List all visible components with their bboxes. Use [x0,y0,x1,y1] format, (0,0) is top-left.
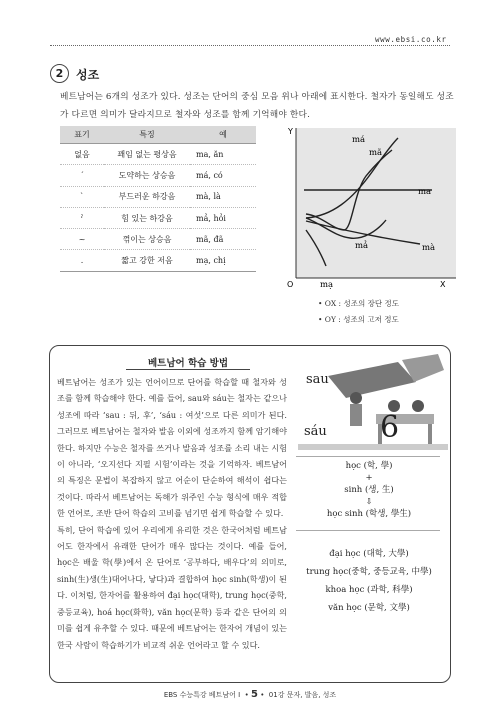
origin-label: O [287,280,294,289]
sino-examples-list [298,545,440,617]
teacher-body-icon [350,404,362,426]
tone-feature: 도약하는 상승음 [104,165,190,186]
tone-feature: 짧고 강한 저음 [104,250,190,271]
study-box-title: 베트남어 학습 방법 [147,358,229,369]
footer-chapter: 01강 문자, 발음, 성조 [268,691,337,699]
tone-example: mã, đã [190,229,256,250]
x-axis-label: X [440,280,446,289]
site-url: www.ebsi.co.kr [375,35,447,44]
table-row [60,186,256,207]
page-footer: EBS 수능특강 베트남어 I • 5 • 01강 문자, 발음, 성조 [163,689,337,700]
tone-example: mà, là [190,186,256,207]
tone-mark: ˊ [60,165,104,186]
curve-label: má [352,135,366,145]
section-number-badge: 2 [50,64,69,83]
study-box-body [57,374,287,653]
tone-mark: ˋ [60,186,104,207]
intro-paragraph: 베트남어는 6개의 성조가 있다. 성조는 단어의 중심 모음 위나 아래에 표시한다. 철자가 동일해도 성조가 다르면 의미가 달라지므로 철자와 성조를 함께 기억해야 한다. [60,92,454,120]
tone-mark: ~ [60,229,104,250]
sino-example: khoa học (과학, 科學) [325,585,413,595]
study-paragraph: 특히, 단어 학습에 있어 우리에게 유리한 것은 한국어처럼 베트남어도 한자에서 유래한 단어가 매우 많다는 것이다. 예를 들어, học은 배울 학(學)에서 온 단어로 ‘공부하다, 배우다’의 의미로, sinh(生)생(生)대어나다, 낳다)과 결합하여 học sinh(학생)이 된다. 이처럼, 한자어를 활용하여 đại học(대학), trung học(중학, 중등교육), hoá học(화학), văn học(문학) 등과 같은 단어의 의미를 쉽게 유추할 수 있다. 때문에 베트남어는 한자어 개념이 있는 한국 사람이 학습하기가 비교적 쉬운 언어라고 할 수 있다. [57,524,287,650]
tone-example: ma, ăn [190,144,256,165]
tone-mark: ˀ [60,207,104,228]
student-head-icon [412,400,424,412]
tone-example: mạ, chị [190,250,256,271]
example-word-sau-acute: sáu [304,424,327,439]
tone-mark: . [60,250,104,271]
tone-feature: 꺾이는 상승음 [104,229,190,250]
curve-label: ma [418,187,432,197]
header-divider [50,45,450,46]
teacher-head-icon [350,392,362,404]
curve-label: mã [369,148,383,158]
compose-sinh: sinh (생, 生) [344,485,394,495]
section-title: 성조 [76,68,100,82]
tone-contour-graph [282,120,460,292]
y-axis-label: Y [288,127,293,136]
graph-legend-ox: • OX : 성조의 장단 정도 [318,299,399,308]
tone-feature: 부드러운 하강음 [104,186,190,207]
word-composition [298,460,440,520]
illustration-divider [296,456,440,457]
curve-label: mà [422,243,436,253]
footer-book-title: EBS 수능특강 베트남어 I [163,691,241,699]
compose-result: học sinh (학생, 學生) [326,509,412,519]
number-six: 6 [380,410,400,445]
floor-icon [298,444,448,450]
example-word-sau: sau [306,372,329,387]
compose-hoc: học (학, 學) [345,461,393,471]
table-row [60,250,256,271]
sino-example: đại học (대학, 大學) [329,549,409,559]
compose-arrow-icon: ⇩ [365,497,373,507]
blackboard-icon [328,362,416,398]
desk-leg-icon [428,424,432,444]
tone-table-header-row [60,126,256,144]
tone-mark: 없음 [60,144,104,165]
table-row [60,207,256,228]
graph-legend-oy: • OY : 성조의 고저 정도 [318,315,399,324]
sino-example: trung học(중학, 중등교육, 中學) [306,567,432,577]
table-row [60,165,256,186]
table-row [60,229,256,250]
tone-feature: 힘 있는 하강음 [104,207,190,228]
sino-example: văn học (문학, 文學) [328,603,410,613]
compose-plus: + [365,473,373,483]
tone-table [60,126,256,272]
classroom-illustration [298,354,448,454]
page-number: 5 [251,689,258,700]
tone-example: má, có [190,165,256,186]
tone-example: mả, hỏi [190,207,256,228]
table-header: 특징 [104,126,190,144]
table-header: 표기 [60,126,104,144]
curve-label: mạ [320,280,334,290]
examples-divider [296,530,440,531]
study-paragraph: 베트남어는 성조가 있는 언어이므로 단어를 학습할 때 철자와 성조를 함께 학습해야 한다. 예를 들어, sau와 sáu는 철자는 같으나 성조에 따라 ‘sau : 뒤, 후’, ‘sáu : 여섯’으로 다른 의미가 된다. 그러므로 베트남어는 철자와 발음 이외에 성조까지 함께 암기해야 한다. 하지만 수능은 철자를 쓰거나 발음과 성조를 소리 내는 시험이 아니라, ‘오지선다 지필 시험’이라는 것을 기억하자. 베트남어의 특징은 문법이 복잡하지 않고 어순이 단순하여 해석이 쉽다는 것이다. 따라서 베트남어는 독해가 위주인 수능 형식에 매우 적합한 언어로, 조반 단어 학습의 고비를 넘기면 쉽게 학습할 수 있다. [57,377,287,519]
table-header: 예 [190,126,256,144]
table-row [60,144,256,165]
study-box-title-underline [126,369,250,370]
tone-feature: 꽤임 없는 평상음 [104,144,190,165]
curve-label: mả [355,241,369,251]
